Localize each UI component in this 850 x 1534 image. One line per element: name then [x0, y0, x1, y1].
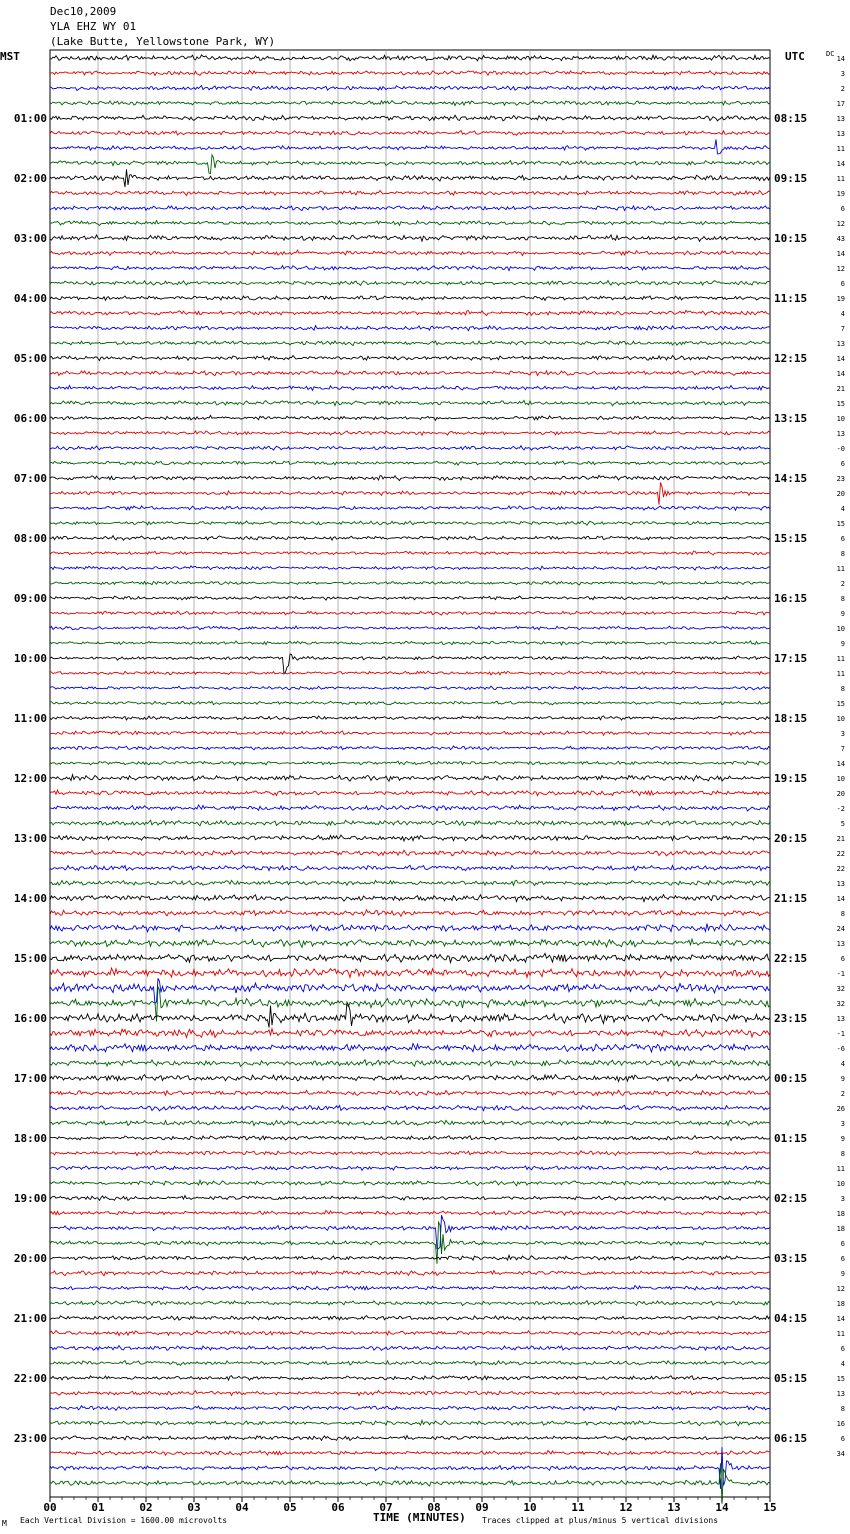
x-tick-label: 03 [187, 1501, 201, 1514]
trace-row-92 [50, 1436, 770, 1441]
dc-offset-value: -1 [836, 1030, 845, 1038]
dc-offset-value: 6 [840, 280, 845, 288]
trace-row-30 [50, 506, 770, 510]
trace-row-52 [50, 835, 770, 841]
trace-row-29 [50, 482, 770, 504]
dc-offset-value: 9 [840, 640, 845, 648]
x-tick-label: 12 [619, 1501, 633, 1514]
dc-offset-value: 3 [840, 1120, 845, 1128]
right-axis-timezone-label: UTC [785, 50, 805, 63]
right-hour-label: 02:15 [774, 1192, 808, 1205]
corner-mark: M [2, 1519, 7, 1528]
dc-offset-value: 2 [840, 580, 845, 588]
x-tick-label: 06 [331, 1501, 345, 1514]
dc-offset-value: 6 [840, 1255, 845, 1263]
x-tick-label: 15 [763, 1501, 777, 1514]
trace-row-76 [50, 1196, 770, 1201]
trace-row-19 [50, 341, 770, 346]
trace-row-88 [50, 1376, 770, 1381]
x-axis-title: TIME (MINUTES) [373, 1511, 466, 1524]
dc-offset-value: 7 [840, 325, 845, 333]
trace-row-32 [50, 536, 770, 541]
dc-offset-value: 8 [840, 1150, 845, 1158]
dc-offset-value: 13 [836, 1015, 845, 1023]
trace-row-72 [50, 1136, 770, 1141]
trace-row-56 [50, 895, 770, 902]
dc-offset-value: 4 [840, 310, 845, 318]
trace-row-73 [50, 1151, 770, 1156]
trace-row-63 [50, 987, 770, 1022]
trace-row-47 [50, 761, 770, 765]
trace-row-55 [50, 880, 770, 885]
dc-offset-value: 7 [840, 745, 845, 753]
x-tick-label: 02 [139, 1501, 153, 1514]
trace-row-28 [50, 475, 770, 480]
dc-offset-value: 13 [836, 130, 845, 138]
x-tick-label: 04 [235, 1501, 249, 1514]
trace-row-4 [50, 115, 770, 121]
left-hour-label: 18:00 [13, 1132, 47, 1145]
dc-offset-value: 14 [836, 55, 845, 63]
right-hour-label: 03:15 [774, 1252, 808, 1265]
right-hour-label: 12:15 [774, 352, 808, 365]
dc-offset-value: -2 [836, 805, 845, 813]
dc-offset-value: 15 [836, 700, 845, 708]
trace-row-11 [50, 221, 770, 226]
right-hour-label: 18:15 [774, 712, 808, 725]
x-tick-label: 13 [667, 1501, 681, 1514]
left-hour-label: 06:00 [13, 412, 47, 425]
right-hour-label: 01:15 [774, 1132, 808, 1145]
dc-offset-value: 11 [836, 655, 845, 663]
trace-row-35 [50, 581, 770, 585]
right-hour-label: 14:15 [774, 472, 808, 485]
trace-row-38 [50, 626, 770, 630]
dc-offset-value: 6 [840, 205, 845, 213]
trace-row-90 [50, 1406, 770, 1411]
dc-offset-value: 12 [836, 220, 845, 228]
trace-row-26 [50, 446, 770, 451]
dc-offset-value: 18 [836, 1225, 845, 1233]
trace-row-20 [50, 356, 770, 361]
trace-row-16 [50, 296, 770, 300]
dc-offset-value: 8 [840, 910, 845, 918]
trace-row-2 [50, 86, 770, 91]
dc-offset-value: 32 [836, 1000, 845, 1008]
dc-offset-value: 10 [836, 1180, 845, 1188]
trace-row-50 [50, 805, 770, 811]
x-tick-label: 07 [379, 1501, 393, 1514]
trace-row-43 [50, 701, 770, 705]
clip-note: Traces clipped at plus/minus 5 vertical divisions [482, 1516, 719, 1525]
left-hour-label: 11:00 [13, 712, 47, 725]
right-hour-label: 11:15 [774, 292, 808, 305]
left-hour-label: 23:00 [13, 1432, 47, 1445]
dc-offset-value: 12 [836, 1285, 845, 1293]
trace-row-8 [50, 169, 770, 187]
dc-offset-value: 12 [836, 265, 845, 273]
dc-offset-value: 14 [836, 895, 845, 903]
right-hour-label: 17:15 [774, 652, 808, 665]
trace-row-85 [50, 1331, 770, 1336]
trace-row-6 [50, 139, 770, 154]
trace-row-49 [50, 790, 770, 796]
dc-offset-value: 21 [836, 835, 845, 843]
left-hour-label: 08:00 [13, 532, 47, 545]
trace-row-82 [50, 1286, 770, 1291]
dc-offset-value: 9 [840, 610, 845, 618]
trace-row-53 [50, 850, 770, 856]
trace-row-46 [50, 746, 770, 750]
dc-offset-value: 11 [836, 145, 845, 153]
dc-offset-value: 32 [836, 985, 845, 993]
left-hour-label: 14:00 [13, 892, 47, 905]
dc-offset-value: 6 [840, 955, 845, 963]
right-hour-label: 15:15 [774, 532, 808, 545]
trace-row-24 [50, 415, 770, 420]
left-hour-label: 04:00 [13, 292, 47, 305]
trace-row-80 [50, 1255, 770, 1260]
trace-row-42 [50, 686, 770, 690]
right-hour-label: 09:15 [774, 172, 808, 185]
trace-row-27 [50, 461, 770, 465]
trace-row-48 [50, 775, 770, 782]
trace-row-60 [50, 953, 770, 962]
dc-offset-value: 11 [836, 1165, 845, 1173]
dc-offset-value: 6 [840, 1345, 845, 1353]
trace-row-75 [50, 1180, 770, 1185]
dc-offset-value: 19 [836, 190, 845, 198]
trace-row-70 [50, 1105, 770, 1111]
dc-offset-value: -6 [836, 1045, 845, 1053]
dc-offset-value: 11 [836, 1330, 845, 1338]
plot-date: Dec10,2009 [50, 5, 117, 18]
dc-offset-value: 8 [840, 685, 845, 693]
right-hour-label: 06:15 [774, 1432, 808, 1445]
dc-offset-value: 13 [836, 340, 845, 348]
dc-offset-value: 8 [840, 595, 845, 603]
dc-offset-value: 14 [836, 370, 845, 378]
trace-row-37 [50, 611, 770, 615]
trace-row-65 [50, 1029, 770, 1038]
trace-row-67 [50, 1060, 770, 1067]
dc-offset-value: 6 [840, 1240, 845, 1248]
right-hour-label: 23:15 [774, 1012, 808, 1025]
trace-row-12 [50, 235, 770, 241]
dc-offset-value: 11 [836, 565, 845, 573]
dc-offset-value: 13 [836, 940, 845, 948]
dc-offset-value: 4 [840, 1360, 845, 1368]
trace-row-59 [50, 939, 770, 947]
trace-row-41 [50, 671, 770, 675]
left-hour-label: 10:00 [13, 652, 47, 665]
trace-row-3 [50, 101, 770, 106]
dc-offset-value: 5 [840, 820, 845, 828]
dc-offset-value: 18 [836, 1300, 845, 1308]
dc-offset-value: 16 [836, 1420, 845, 1428]
dc-column-label: DC [826, 50, 835, 58]
x-tick-label: 05 [283, 1501, 297, 1514]
trace-row-33 [50, 551, 770, 555]
dc-offset-value: 20 [836, 490, 845, 498]
left-hour-label: 02:00 [13, 172, 47, 185]
dc-offset-value: 14 [836, 1315, 845, 1323]
dc-offset-value: 9 [840, 1270, 845, 1278]
left-hour-label: 01:00 [13, 112, 47, 125]
trace-row-13 [50, 250, 770, 256]
x-tick-label: 11 [571, 1501, 585, 1514]
scale-note: Each Vertical Division = 1600.00 microvolts [20, 1516, 228, 1525]
dc-offset-value: 26 [836, 1105, 845, 1113]
trace-row-51 [50, 820, 770, 826]
station-code: YLA EHZ WY 01 [50, 20, 137, 33]
trace-row-87 [50, 1361, 770, 1366]
trace-row-83 [50, 1301, 770, 1306]
left-axis-timezone-label: MST [0, 50, 20, 63]
left-hour-label: 12:00 [13, 772, 47, 785]
dc-offset-value: 11 [836, 175, 845, 183]
trace-row-31 [50, 521, 770, 525]
dc-offset-value: 9 [840, 1135, 845, 1143]
right-hour-label: 05:15 [774, 1372, 808, 1385]
dc-offset-value: 43 [836, 235, 845, 243]
trace-row-22 [50, 386, 770, 391]
right-hour-label: 19:15 [774, 772, 808, 785]
x-tick-label: 10 [523, 1501, 537, 1514]
dc-offset-value: 14 [836, 760, 845, 768]
dc-offset-value: 13 [836, 880, 845, 888]
dc-offset-value: 22 [836, 850, 845, 858]
dc-offset-value: 20 [836, 790, 845, 798]
trace-row-54 [50, 865, 770, 870]
dc-offset-value: 6 [840, 535, 845, 543]
trace-row-86 [50, 1346, 770, 1351]
left-hour-label: 09:00 [13, 592, 47, 605]
trace-row-10 [50, 206, 770, 211]
dc-offset-value: 2 [840, 85, 845, 93]
trace-row-91 [50, 1420, 770, 1425]
dc-offset-value: 34 [836, 1450, 845, 1458]
dc-offset-value: 14 [836, 160, 845, 168]
trace-row-66 [50, 1044, 770, 1052]
trace-row-77 [50, 1211, 770, 1216]
dc-offset-value: 13 [836, 1390, 845, 1398]
dc-offset-value: 8 [840, 1405, 845, 1413]
x-tick-label: 14 [715, 1501, 729, 1514]
dc-offset-value: 4 [840, 1060, 845, 1068]
x-tick-label: 01 [91, 1501, 105, 1514]
dc-offset-value: 15 [836, 520, 845, 528]
right-hour-label: 10:15 [774, 232, 808, 245]
dc-offset-value: 19 [836, 295, 845, 303]
left-hour-label: 20:00 [13, 1252, 47, 1265]
trace-row-9 [50, 191, 770, 196]
right-hour-label: 20:15 [774, 832, 808, 845]
dc-offset-value: 10 [836, 625, 845, 633]
trace-row-58 [50, 924, 770, 932]
right-hour-label: 22:15 [774, 952, 808, 965]
dc-offset-value: 13 [836, 430, 845, 438]
dc-offset-value: 22 [836, 865, 845, 873]
dc-offset-value: 15 [836, 1375, 845, 1383]
right-hour-label: 13:15 [774, 412, 808, 425]
dc-offset-value: 6 [840, 1435, 845, 1443]
trace-row-93 [50, 1451, 770, 1456]
dc-offset-value: -0 [836, 445, 845, 453]
dc-offset-value: 13 [836, 115, 845, 123]
trace-row-89 [50, 1391, 770, 1396]
dc-offset-value: 10 [836, 715, 845, 723]
left-hour-label: 15:00 [13, 952, 47, 965]
trace-row-14 [50, 266, 770, 271]
trace-row-25 [50, 431, 770, 435]
dc-offset-value: 14 [836, 250, 845, 258]
dc-offset-value: 9 [840, 1075, 845, 1083]
right-hour-label: 04:15 [774, 1312, 808, 1325]
dc-offset-value: 21 [836, 385, 845, 393]
x-tick-label: 08 [427, 1501, 441, 1514]
right-hour-label: 21:15 [774, 892, 808, 905]
trace-row-40 [50, 654, 770, 674]
dc-offset-value: 17 [836, 100, 845, 108]
trace-row-5 [50, 131, 770, 136]
trace-row-23 [50, 400, 770, 405]
right-hour-label: 16:15 [774, 592, 808, 605]
trace-row-45 [50, 731, 770, 736]
trace-row-17 [50, 310, 770, 315]
dc-offset-value: 3 [840, 1195, 845, 1203]
left-hour-label: 05:00 [13, 352, 47, 365]
dc-offset-value: 6 [840, 460, 845, 468]
left-hour-label: 22:00 [13, 1372, 47, 1385]
trace-row-68 [50, 1075, 770, 1082]
left-hour-label: 21:00 [13, 1312, 47, 1325]
left-hour-label: 07:00 [13, 472, 47, 485]
left-hour-label: 13:00 [13, 832, 47, 845]
dc-offset-value: 10 [836, 775, 845, 783]
dc-offset-value: 10 [836, 415, 845, 423]
left-hour-label: 16:00 [13, 1012, 47, 1025]
x-tick-label: 00 [43, 1501, 57, 1514]
x-tick-label: 09 [475, 1501, 489, 1514]
dc-offset-value: 15 [836, 400, 845, 408]
trace-row-61 [50, 968, 770, 978]
dc-offset-value: 3 [840, 730, 845, 738]
right-hour-label: 08:15 [774, 112, 808, 125]
trace-row-36 [50, 596, 770, 600]
trace-row-71 [50, 1120, 770, 1125]
right-hour-label: 00:15 [774, 1072, 808, 1085]
dc-offset-value: 24 [836, 925, 845, 933]
trace-row-18 [50, 326, 770, 331]
dc-offset-value: 11 [836, 670, 845, 678]
trace-row-34 [50, 566, 770, 570]
station-location: (Lake Butte, Yellowstone Park, WY) [50, 35, 276, 48]
dc-offset-value: 14 [836, 355, 845, 363]
trace-row-64 [50, 1002, 770, 1027]
trace-row-7 [50, 155, 770, 174]
dc-offset-value: 3 [840, 70, 845, 78]
dc-offset-value: 2 [840, 1090, 845, 1098]
dc-offset-value: 8 [840, 550, 845, 558]
trace-row-81 [50, 1271, 770, 1276]
left-hour-label: 17:00 [13, 1072, 47, 1085]
trace-row-57 [50, 910, 770, 917]
dc-offset-value: 4 [840, 505, 845, 513]
dc-offset-value: -1 [836, 970, 845, 978]
trace-row-0 [50, 55, 770, 61]
trace-row-15 [50, 281, 770, 286]
trace-row-39 [50, 641, 770, 645]
trace-row-1 [50, 71, 770, 76]
dc-offset-value: 23 [836, 475, 845, 483]
trace-row-84 [50, 1316, 770, 1321]
trace-row-21 [50, 371, 770, 376]
trace-row-44 [50, 716, 770, 720]
left-hour-label: 19:00 [13, 1192, 47, 1205]
trace-row-74 [50, 1166, 770, 1170]
dc-offset-value: 18 [836, 1210, 845, 1218]
left-hour-label: 03:00 [13, 232, 47, 245]
trace-row-69 [50, 1090, 770, 1096]
